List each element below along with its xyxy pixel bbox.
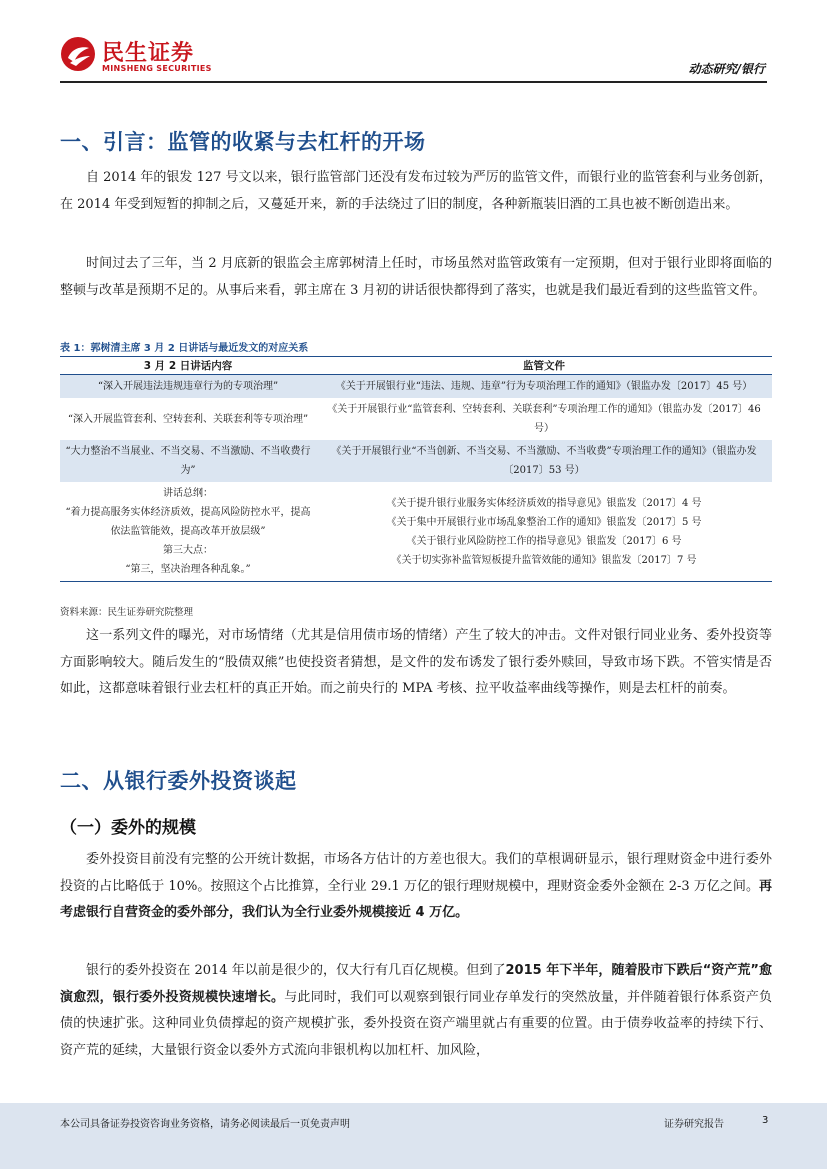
- paragraph-5-text: 银行的委外投资在 2014 年以前是很少的，仅大行有几百亿规模。但到了: [86, 963, 506, 978]
- correspondence-table: [60, 356, 772, 582]
- table-row: [60, 375, 772, 399]
- document-line: 《关于提升银行业服务实体经济质效的指导意见》银监发〔2017〕4 号: [386, 497, 702, 509]
- table-header-documents: 监管文件: [316, 357, 772, 375]
- table-cell-document: 《关于开展银行业“违法、违规、违章”行为专项治理工作的通知》（银监办发〔2017〕45 号）: [316, 375, 772, 399]
- paragraph-4-emphasis: 再考虑银行自营资金的委外部分，我们认为全行业委外规模接近 4 万亿。: [60, 878, 772, 920]
- page-header: [0, 0, 827, 90]
- table-title: 表 1：郭树清主席 3 月 2 日讲话与最近发文的对应关系: [60, 343, 309, 354]
- section-1-heading: 一、引言：监管的收紧与去杠杆的开场: [60, 130, 426, 154]
- table-cell-speech: “大力整治不当展业、不当交易、不当激励、不当收费行为”: [60, 440, 316, 482]
- page-footer: [0, 1103, 827, 1169]
- table-cell-speech: “深入开展监管套利、空转套利、关联套利等专项治理”: [67, 413, 309, 425]
- footer-disclaimer: 本公司具备证券投资咨询业务资格，请务必阅读最后一页免责声明: [60, 1119, 350, 1130]
- table-header-speech: 3 月 2 日讲话内容: [60, 357, 316, 375]
- speech-line: “第三，坚决治理各种乱象。”: [125, 564, 251, 575]
- table-row: [60, 482, 772, 582]
- document-line: 《关于集中开展银行业市场乱象整治工作的通知》银监发〔2017〕5 号: [386, 516, 702, 528]
- paragraph-3: 这一系列文件的曝光，对市场情绪（尤其是信用债市场的情绪）产生了较大的冲击。文件对银行同业业务、委外投资等方面影响较大。随后发生的“股债双熊”也使投资者猜想，是文件的发布诱发了银行委外赎回，导致市场下跌。不管实情是否如此，这都意味着银行业去杠杆的真正开始。而之前央行的 MPA 考核、拉平收益率曲线等操作，则是去杠杆的前奏。: [60, 628, 772, 696]
- table-cell-document: 《关于开展银行业“不当创新、不当交易、不当激励、不当收费”专项治理工作的通知》（银监办发〔2017〕53 号）: [316, 440, 772, 482]
- table-row: [60, 440, 772, 482]
- subsection-heading: （一）委外的规模: [60, 818, 196, 838]
- minsheng-logo-icon: [60, 36, 96, 72]
- header-divider: [60, 81, 767, 83]
- page-number: 3: [762, 1115, 769, 1126]
- company-logo: [60, 34, 260, 80]
- report-category: 动态研究/银行: [688, 62, 765, 76]
- table-cell-speech: “深入开展违法违规违章行为的专项治理”: [60, 375, 316, 399]
- paragraph-5-emphasis: 2015 年下半年，随着股市下跌后“资产荒”愈演愈烈，银行委外投资规模快速增长。: [60, 963, 772, 1005]
- speech-line: 第三大点：: [163, 545, 213, 556]
- speech-line: 讲话总纲：: [163, 488, 213, 499]
- table-cell-document: 《关于开展银行业“监管套利、空转套利、关联套利”专项治理工作的通知》（银监办发〔2017〕46 号）: [327, 404, 761, 434]
- paragraph-1: 自 2014 年的银发 127 号文以来，银行监管部门还没有发布过较为严厉的监管文件，而银行业的监管套利与业务创新，在 2014 年受到短暂的抑制之后，又蔓延开来，新的手法绕过了旧的制度，各种新瓶装旧酒的工具也被不断创造出来。: [60, 170, 772, 212]
- table-row: [60, 398, 772, 440]
- table-cell-document: [316, 482, 772, 582]
- section-2-heading: 二、从银行委外投资谈起: [60, 769, 297, 793]
- paragraph-4-text: 委外投资目前没有完整的公开统计数据，市场各方估计的方差也很大。我们的草根调研显示，银行理财资金中进行委外投资的占比略低于 10%。按照这个占比推算，全行业 29.1 万亿的银行理财规模中，理财资金委外金额在 2-3 万亿之间。: [60, 852, 772, 894]
- footer-label: 证券研究报告: [664, 1119, 724, 1130]
- logo-chinese-name: 民生证券: [102, 41, 195, 66]
- paragraph-2: 时间过去了三年，当 2 月底新的银监会主席郭树清上任时，市场虽然对监管政策有一定预期，但对于银行业即将面临的整顿与改革是预期不足的。从事后来看，郭主席在 3 月初的讲话很快都得到了落实，也就是我们最近看到的这些监管文件。: [60, 256, 772, 298]
- paragraph-4: [60, 847, 772, 927]
- document-line: 《关于银行业风险防控工作的指导意见》银监发〔2017〕6 号: [406, 535, 682, 547]
- table-cell-speech: [60, 482, 316, 582]
- speech-line: “着力提高服务实体经济质效，提高风险防控水平，提高依法监管能效，提高改革开放层级”: [65, 507, 311, 537]
- paragraph-5: [60, 958, 772, 1064]
- logo-english-name: MINSHENG SECURITIES: [102, 64, 212, 73]
- table-header-row: [60, 357, 772, 375]
- paragraph-5-text-cont: 与此同时，我们可以观察到银行同业存单发行的突然放量，并伴随着银行体系资产负债的快速扩张。这种同业负债撑起的资产规模扩张，委外投资在资产端里就占有重要的位置。由于债券收益率的持续下行、资产荒的延续，大量银行资金以委外方式流向非银机构以加杠杆、加风险，: [60, 989, 772, 1058]
- document-line: 《关于切实弥补监管短板提升监管效能的通知》银监发〔2017〕7 号: [391, 554, 697, 566]
- table-source: 资料来源：民生证券研究院整理: [60, 607, 194, 618]
